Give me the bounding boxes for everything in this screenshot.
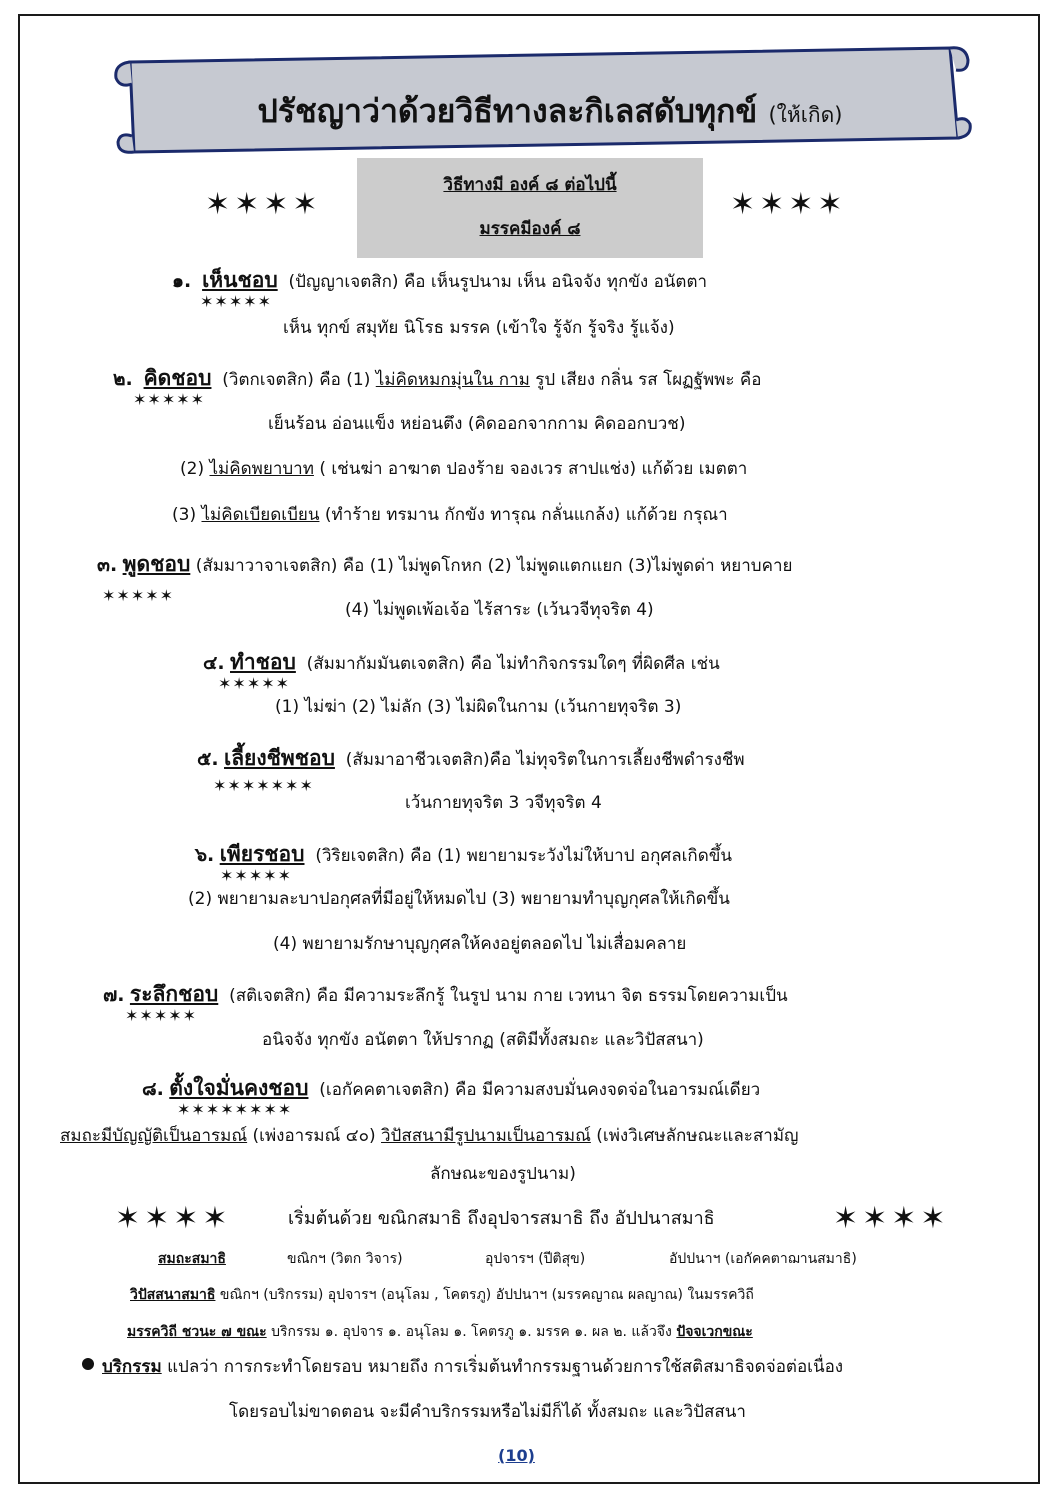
item-8-l2-a: (เพ่งอารมณ์ ๔๐) bbox=[247, 1126, 382, 1146]
item-3-line-1 bbox=[97, 552, 792, 578]
samadhi-stars-left: ✶✶✶✶ bbox=[115, 1201, 232, 1236]
item-4-line-2: (1) ไม่ฆ่า (2) ไม่ลัก (3) ไม่ผิดในกาม (เว้นกายทุจริต 3) bbox=[275, 697, 682, 717]
header-stars-right: ✶✶✶✶ bbox=[730, 187, 847, 222]
item-5-heading: เลี้ยงชีพชอบ bbox=[224, 746, 335, 770]
item-7-line-1 bbox=[103, 982, 788, 1008]
page-number: (10) bbox=[498, 1446, 535, 1465]
item-2-line-3 bbox=[180, 457, 747, 481]
parikamma-note-line-1 bbox=[82, 1355, 843, 1379]
item-1-text: (ปัญญาเจตสิก) คือ เห็นรูปนาม เห็น อนิจจัง ทุกขัง อนัตตา bbox=[288, 272, 708, 292]
vipassana-row bbox=[130, 1283, 754, 1307]
item-7-line-2: อนิจจัง ทุกขัง อนัตตา ให้ปรากฏ (สติมีทั้งสมถะ และวิปัสสนา) bbox=[262, 1030, 704, 1050]
item-5-text: (สัมมาอาชีวเจตสิก)คือ ไม่ทุจริตในการเลี้ยงชีพดำรงชีพ bbox=[345, 750, 745, 770]
item-2-l4-underlined: ไม่คิดเบียดเบียน bbox=[201, 505, 320, 525]
item-2-l4-a: (3) bbox=[172, 505, 202, 525]
maggavithi-row bbox=[127, 1320, 753, 1344]
paccavekkhana-label: ปัจจเวกขณะ bbox=[676, 1324, 753, 1340]
samatha-row-a: ขณิกฯ (วิตก วิจาร) bbox=[287, 1251, 403, 1267]
item-2-heading: คิดชอบ bbox=[143, 366, 212, 390]
bullet-icon bbox=[82, 1358, 94, 1370]
item-2-number: ๒. bbox=[113, 368, 133, 390]
item-2-line-1 bbox=[113, 366, 762, 392]
vipassana-text: ขณิกฯ (บริกรรม) อุปจารฯ (อนุโลม , โคตรภู) อัปปนาฯ (มรรคญาณ ผลญาณ) ในมรรควิถี bbox=[215, 1287, 754, 1303]
subheading-box bbox=[357, 158, 703, 258]
item-6-stars: ✶✶✶✶✶ bbox=[220, 866, 293, 885]
item-6-heading: เพียรชอบ bbox=[219, 842, 305, 866]
item-2-l3-b: ( เช่นฆ่า อาฆาต ปองร้าย จองเวร สาปแช่ง) แก้ด้วย เมตตา bbox=[313, 459, 748, 479]
samatha-row-c: อัปปนาฯ (เอกัคคตาฌานสมาธิ) bbox=[669, 1251, 857, 1267]
header-stars-left: ✶✶✶✶ bbox=[205, 187, 322, 222]
item-8-text: (เอกัคคตาเจตสิก) คือ มีความสงบมั่นคงจดจ่อในอารมณ์เดียว bbox=[319, 1080, 761, 1100]
maggavithi-label: มรรควิถี ชวนะ ๗ ขณะ bbox=[127, 1324, 267, 1340]
item-6-line-3: (4) พยายามรักษาบุญกุศลให้คงอยู่ตลอดไป ไม่เสื่อมคลาย bbox=[273, 934, 687, 954]
vipassana-underlined: วิปัสสนามีรูปนามเป็นอารมณ์ bbox=[381, 1126, 591, 1146]
item-8-line-3: ลักษณะของรูปนาม) bbox=[430, 1164, 576, 1184]
item-4-number: ๔. bbox=[203, 652, 225, 674]
item-6-line-2: (2) พยายามละบาปอกุศลที่มีอยู่ให้หมดไป (3) พยายามทำบุญกุศลให้เกิดขึ้น bbox=[188, 889, 730, 909]
maggavithi-text: บริกรรม ๑. อุปจาร ๑. อนุโลม ๑. โคตรภู ๑. มรรค ๑. ผล ๒. แล้วจึง bbox=[266, 1324, 677, 1340]
item-2-l3-underlined: ไม่คิดพยาบาท bbox=[209, 459, 314, 479]
item-5-line-1 bbox=[197, 746, 745, 772]
subheading-line-1: วิธีทางมี องค์ ๘ ต่อไปนี้ bbox=[443, 175, 617, 195]
item-6-text: (วิริยเจตสิก) คือ (1) พยายามระวังไม่ให้บาป อกุศลเกิดขึ้น bbox=[315, 846, 732, 866]
item-7-number: ๗. bbox=[103, 984, 125, 1006]
item-1-line-1 bbox=[172, 268, 707, 294]
samadhi-line: เริ่มต้นด้วย ขณิกสมาธิ ถึงอุปจารสมาธิ ถึง อัปปนาสมาธิ bbox=[288, 1208, 715, 1229]
page-title bbox=[160, 86, 940, 137]
item-1-number: ๑. bbox=[172, 270, 192, 292]
item-8-heading: ตั้งใจมั่นคงชอบ bbox=[169, 1076, 309, 1100]
item-5-line-2: เว้นกายทุจริต 3 วจีทุจริต 4 bbox=[405, 793, 602, 813]
item-1-line-2: เห็น ทุกข์ สมุทัย นิโรธ มรรค (เข้าใจ รู้จัก รู้จริง รู้แจ้ง) bbox=[283, 318, 675, 338]
samatha-row-b: อุปจารฯ (ปีติสุข) bbox=[485, 1251, 586, 1267]
item-4-text: (สัมมากัมมันตเจตสิก) คือ ไม่ทำกิจกรรมใดๆ ที่ผิดศีล เช่น bbox=[306, 654, 720, 674]
item-1-stars: ✶✶✶✶✶ bbox=[200, 292, 273, 311]
item-8-l2-b: (เพ่งวิเศษลักษณะและสามัญ bbox=[590, 1126, 799, 1146]
item-2-stars: ✶✶✶✶✶ bbox=[133, 390, 206, 409]
item-4-stars: ✶✶✶✶✶ bbox=[218, 674, 291, 693]
item-3-heading: พูดชอบ bbox=[122, 552, 191, 576]
item-4-line-1 bbox=[203, 650, 720, 676]
item-1-heading: เห็นชอบ bbox=[202, 268, 278, 292]
samadhi-stars-right: ✶✶✶✶ bbox=[833, 1201, 950, 1236]
item-6-line-1 bbox=[195, 842, 732, 868]
samatha-underlined: สมถะมีบัญญัติเป็นอารมณ์ bbox=[60, 1126, 248, 1146]
item-5-stars: ✶✶✶✶✶✶✶ bbox=[213, 776, 314, 795]
item-7-text: (สติเจตสิก) คือ มีความระลึกรู้ ในรูป นาม กาย เวทนา จิต ธรรมโดยความเป็น bbox=[229, 986, 788, 1006]
parikamma-note-line-2: โดยรอบไม่ขาดตอน จะมีคำบริกรรมหรือไม่มีก็ได้ ทั้งสมถะ และวิปัสสนา bbox=[229, 1402, 746, 1422]
item-3-text: (สัมมาวาจาเจตสิก) คือ (1) ไม่พูดโกหก (2) ไม่พูดแตกแยก (3)ไม่พูดด่า หยาบคาย bbox=[195, 556, 793, 576]
subheading-line-2: มรรคมีองค์ ๘ bbox=[479, 219, 581, 239]
item-2-l3-a: (2) bbox=[180, 459, 210, 479]
item-2-text-underlined: ไม่คิดหมกมุ่นใน กาม bbox=[375, 370, 530, 390]
item-8-stars: ✶✶✶✶✶✶✶✶ bbox=[177, 1100, 293, 1119]
title-suffix: (ให้เกิด) bbox=[768, 103, 843, 127]
item-2-text-a: (วิตกเจตสิก) คือ (1) bbox=[222, 370, 376, 390]
item-2-line-2: เย็นร้อน อ่อนแข็ง หย่อนตึง (คิดออกจากกาม คิดออกบวช) bbox=[268, 414, 686, 434]
item-2-text-b: รูป เสียง กลิ่น รส โผฏฐัพพะ คือ bbox=[529, 370, 762, 390]
item-4-heading: ทำชอบ bbox=[230, 650, 296, 674]
item-8-line-1 bbox=[142, 1076, 760, 1102]
item-8-line-2 bbox=[60, 1124, 799, 1148]
item-7-heading: ระลึกชอบ bbox=[129, 982, 219, 1006]
title-scroll-banner bbox=[110, 42, 972, 162]
item-2-l4-b: (ทำร้าย ทรมาน กักขัง ทารุณ กลั่นแกล้ง) แก้ด้วย กรุณา bbox=[319, 505, 728, 525]
parikamma-label: บริกรรม bbox=[102, 1357, 162, 1377]
vipassana-label: วิปัสสนาสมาธิ bbox=[130, 1287, 216, 1303]
item-7-stars: ✶✶✶✶✶ bbox=[125, 1006, 198, 1025]
item-5-number: ๕. bbox=[197, 748, 219, 770]
item-2-line-4 bbox=[172, 503, 728, 527]
samatha-label: สมถะสมาธิ bbox=[158, 1251, 226, 1267]
item-8-number: ๘. bbox=[142, 1078, 164, 1100]
title-text: ปรัชญาว่าด้วยวิธีทางละกิเลสดับทุกข์ bbox=[257, 92, 758, 130]
samatha-row-label bbox=[158, 1247, 226, 1271]
item-3-line-2: (4) ไม่พูดเพ้อเจ้อ ไร้สาระ (เว้นวจีทุจริต 4) bbox=[345, 600, 654, 620]
parikamma-text: แปลว่า การกระทำโดยรอบ หมายถึง การเริ่มต้นทำกรรมฐานด้วยการใช้สติสมาธิจดจ่อต่อเนื่อง bbox=[161, 1357, 844, 1377]
item-3-number: ๓. bbox=[97, 554, 118, 576]
item-6-number: ๖. bbox=[195, 844, 215, 866]
item-3-stars: ✶✶✶✶✶ bbox=[102, 586, 175, 605]
